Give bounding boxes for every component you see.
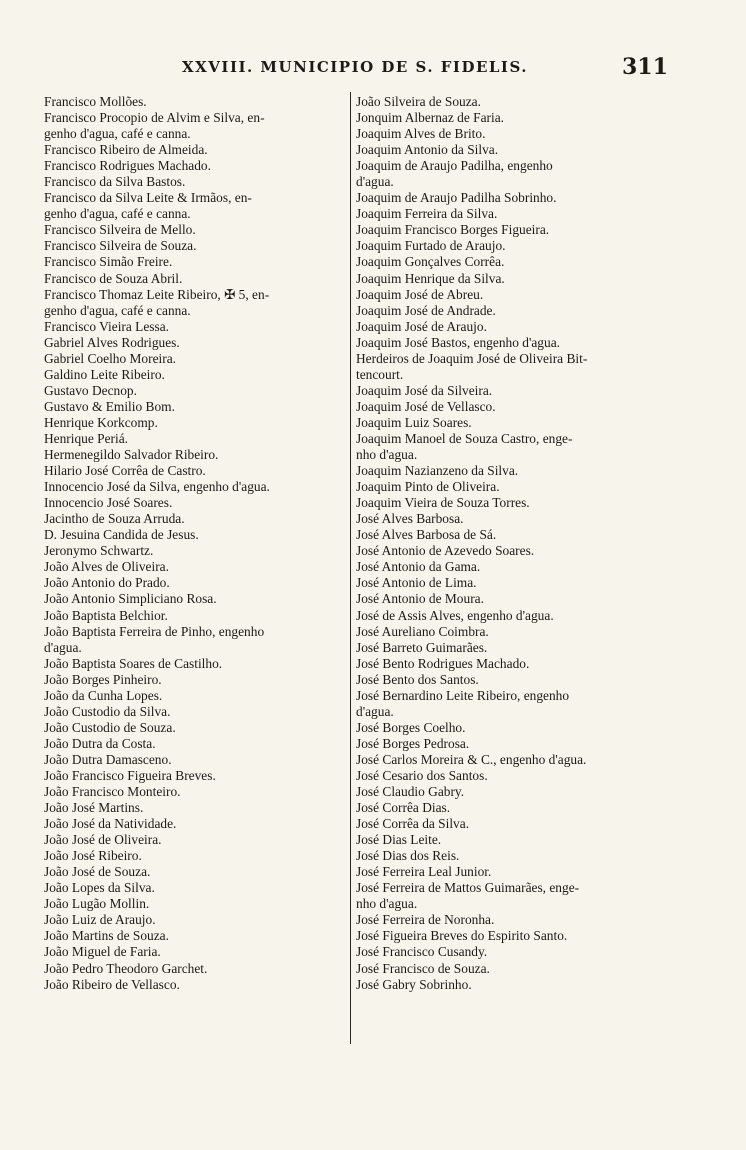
list-entry — [44, 271, 346, 287]
list-entry — [44, 880, 346, 896]
list-entry — [356, 415, 674, 431]
list-entry — [356, 254, 674, 270]
entry-text: Joaquim Vieira de Souza Torres. — [356, 495, 530, 511]
list-entry — [356, 848, 674, 864]
entry-text: Joaquim Furtado de Araujo. — [356, 238, 506, 254]
entry-text: José Borges Coelho. — [356, 719, 466, 735]
list-entry — [44, 977, 346, 993]
entry-text: Francisco Simão Freire. — [44, 254, 173, 270]
list-entry — [44, 367, 346, 383]
entry-text: José Antonio de Lima. — [356, 575, 477, 591]
entry-continuation: d'agua. — [356, 174, 394, 190]
entry-text: João Baptista Soares de Castilho. — [44, 655, 223, 671]
entry-text: Joaquim José Bastos, engenho d'agua. — [356, 334, 560, 350]
entry-text: João José da Natividade. — [44, 816, 177, 832]
entry-text: José Antonio da Gama. — [356, 559, 481, 575]
list-entry — [356, 158, 674, 190]
page-title: XXVIII. MUNICIPIO DE S. FIDELIS. — [182, 58, 528, 76]
entry-text: Joaquim de Araujo Padilha, engenho — [356, 158, 553, 174]
list-entry — [356, 736, 674, 752]
entry-text: Joaquim Nazianzeno da Silva. — [356, 463, 519, 479]
page-number: 311 — [622, 54, 668, 80]
list-entry — [44, 961, 346, 977]
entry-text: José Francisco de Souza. — [356, 960, 490, 976]
entry-text: José Ferreira de Mattos Guimarães, enge- — [356, 880, 580, 896]
entry-continuation: nho d'agua. — [356, 447, 418, 463]
list-entry — [44, 800, 346, 816]
entry-text: João José Martins. — [44, 800, 144, 816]
list-entry — [44, 190, 346, 222]
list-entry — [44, 864, 346, 880]
list-entry — [356, 961, 674, 977]
list-entry — [356, 126, 674, 142]
entry-text: José Francisco Cusandy. — [356, 944, 488, 960]
entry-text: João José de Oliveira. — [44, 832, 162, 848]
list-entry — [44, 624, 346, 656]
list-entry — [356, 399, 674, 415]
entry-text: João Martins de Souza. — [44, 928, 169, 944]
entry-text: Francisco Silveira de Mello. — [44, 222, 196, 238]
list-entry — [44, 591, 346, 607]
list-entry — [356, 816, 674, 832]
list-entry — [44, 158, 346, 174]
entry-text: Galdino Leite Ribeiro. — [44, 366, 165, 382]
list-entry — [44, 832, 346, 848]
entry-text: José Ferreira Leal Junior. — [356, 864, 492, 880]
entry-text: João José Ribeiro. — [44, 848, 142, 864]
entry-text: José Corrêa da Silva. — [356, 816, 470, 832]
entry-text: José Carlos Moreira & C., engenho d'agua. — [356, 751, 587, 767]
list-entry — [44, 383, 346, 399]
entry-text: João Silveira de Souza. — [356, 94, 481, 109]
list-entry — [356, 640, 674, 656]
entry-text: José Figueira Breves do Espirito Santo. — [356, 928, 568, 944]
list-entry — [356, 190, 674, 206]
entry-text: João Custodio da Silva. — [44, 703, 171, 719]
entry-text: Joaquim José de Abreu. — [356, 286, 484, 302]
list-entry — [44, 479, 346, 495]
entry-text: Joaquim José de Andrade. — [356, 302, 496, 318]
entry-text: Gabriel Coelho Moreira. — [44, 350, 177, 366]
entry-text: João Dutra da Costa. — [44, 735, 156, 751]
entry-text: José Antonio de Moura. — [356, 591, 484, 607]
entry-text: João Pedro Theodoro Garchet. — [44, 960, 208, 976]
entry-text: Innocencio José Soares. — [44, 495, 173, 511]
entry-text: José de Assis Alves, engenho d'agua. — [356, 607, 554, 623]
entry-text: João Ribeiro de Vellasco. — [44, 976, 180, 992]
entry-continuation: d'agua. — [44, 639, 82, 655]
list-entry — [44, 928, 346, 944]
list-entry — [44, 672, 346, 688]
entry-text: Jeronymo Schwartz. — [44, 543, 154, 559]
entry-text: José Corrêa Dias. — [356, 800, 451, 816]
list-entry — [356, 575, 674, 591]
left-column-list — [44, 94, 346, 993]
list-entry — [356, 880, 674, 912]
entry-continuation: genho d'agua, café e canna. — [44, 302, 191, 318]
list-entry — [356, 383, 674, 399]
entry-text: José Dias dos Reis. — [356, 848, 460, 864]
entry-text: Francisco Vieira Lessa. — [44, 318, 170, 334]
list-entry — [44, 543, 346, 559]
list-entry — [44, 559, 346, 575]
entry-text: Joaquim Manoel de Souza Castro, enge- — [356, 430, 573, 446]
list-entry — [356, 431, 674, 463]
list-entry — [356, 977, 674, 993]
list-entry — [44, 238, 346, 254]
list-entry — [356, 222, 674, 238]
entry-text: Joaquim Antonio da Silva. — [356, 142, 499, 158]
list-entry — [356, 351, 674, 383]
list-entry — [44, 736, 346, 752]
entry-text: Francisco da Silva Leite & Irmãos, en- — [44, 190, 252, 206]
entry-text: João Antonio Simpliciano Rosa. — [44, 591, 217, 607]
entry-text: José Alves Barbosa de Sá. — [356, 527, 497, 543]
list-entry — [44, 287, 346, 319]
list-entry — [44, 174, 346, 190]
entry-text: Gabriel Alves Rodrigues. — [44, 334, 180, 350]
list-entry — [44, 222, 346, 238]
list-entry — [356, 543, 674, 559]
entry-text: José Borges Pedrosa. — [356, 735, 470, 751]
entry-text: Joaquim Gonçalves Corrêa. — [356, 254, 505, 270]
list-entry — [356, 832, 674, 848]
list-entry — [356, 527, 674, 543]
list-entry — [44, 656, 346, 672]
entry-text: João Borges Pinheiro. — [44, 671, 162, 687]
entry-text: Joaquim José da Silveira. — [356, 382, 493, 398]
list-entry — [356, 624, 674, 640]
entry-text: Joaquim de Araujo Padilha Sobrinho. — [356, 190, 557, 206]
list-entry — [44, 319, 346, 335]
list-entry — [356, 511, 674, 527]
list-entry — [44, 752, 346, 768]
list-entry — [44, 110, 346, 142]
list-entry — [356, 94, 674, 110]
entry-text: José Antonio de Azevedo Soares. — [356, 543, 535, 559]
page-header — [0, 54, 746, 82]
entry-text: José Claudio Gabry. — [356, 784, 465, 800]
entry-text: João Alves de Oliveira. — [44, 559, 169, 575]
list-entry — [356, 784, 674, 800]
entry-text: João Francisco Monteiro. — [44, 784, 181, 800]
entry-text: Joaquim José de Araujo. — [356, 318, 487, 334]
list-entry — [44, 351, 346, 367]
list-entry — [44, 254, 346, 270]
list-entry — [44, 575, 346, 591]
list-entry — [356, 752, 674, 768]
list-entry — [44, 688, 346, 704]
entry-text: José Bernardino Leite Ribeiro, engenho — [356, 687, 570, 703]
entry-text: Henrique Periá. — [44, 430, 129, 446]
list-entry — [356, 864, 674, 880]
list-entry — [44, 768, 346, 784]
entry-text: Herdeiros de Joaquim José de Oliveira Bit- — [356, 350, 588, 366]
entry-text: Joaquim Luiz Soares. — [356, 414, 472, 430]
list-entry — [44, 431, 346, 447]
list-entry — [44, 784, 346, 800]
entry-text: José Gabry Sobrinho. — [356, 976, 472, 992]
entry-text: Francisco Rodrigues Machado. — [44, 158, 211, 174]
entry-text: João Custodio de Souza. — [44, 719, 176, 735]
entry-text: João Baptista Ferreira de Pinho, engenho — [44, 623, 265, 639]
list-entry — [44, 912, 346, 928]
entry-text: Francisco Ribeiro de Almeida. — [44, 142, 208, 158]
list-entry — [44, 463, 346, 479]
list-entry — [356, 206, 674, 222]
entry-text: João da Cunha Lopes. — [44, 687, 163, 703]
entry-text: Hermenegildo Salvador Ribeiro. — [44, 447, 219, 463]
entry-text: José Bento Rodrigues Machado. — [356, 655, 530, 671]
list-entry — [44, 816, 346, 832]
list-entry — [44, 896, 346, 912]
entry-text: Francisco da Silva Bastos. — [44, 174, 186, 190]
entry-continuation: d'agua. — [356, 703, 394, 719]
list-entry — [356, 479, 674, 495]
list-entry — [44, 704, 346, 720]
entry-text: Joaquim Henrique da Silva. — [356, 270, 505, 286]
entry-text: Hilario José Corrêa de Castro. — [44, 463, 206, 479]
entry-text: Joaquim José de Vellasco. — [356, 398, 496, 414]
entry-text: Francisco de Souza Abril. — [44, 270, 183, 286]
entry-text: Francisco Thomaz Leite Ribeiro, ✠ 5, en- — [44, 286, 270, 302]
entry-text: Gustavo Decnop. — [44, 382, 137, 398]
list-entry — [44, 527, 346, 543]
list-entry — [44, 399, 346, 415]
entry-text: José Cesario dos Santos. — [356, 767, 488, 783]
entry-text: Henrique Korkcomp. — [44, 414, 158, 430]
entry-text: José Bento dos Santos. — [356, 671, 479, 687]
entry-text: Joaquim Francisco Borges Figueira. — [356, 222, 550, 238]
entry-text: José Aureliano Coimbra. — [356, 623, 489, 639]
entry-text: João Miguel de Faria. — [44, 944, 161, 960]
list-entry — [356, 591, 674, 607]
list-entry — [44, 944, 346, 960]
entry-text: João Dutra Damasceno. — [44, 751, 172, 767]
entry-text: João José de Souza. — [44, 864, 151, 880]
list-entry — [44, 335, 346, 351]
entry-text: Francisco Procopio de Alvim e Silva, en- — [44, 110, 265, 126]
entry-text: José Ferreira de Noronha. — [356, 912, 495, 928]
entry-text: João Antonio do Prado. — [44, 575, 170, 591]
entry-continuation: nho d'agua. — [356, 896, 418, 912]
list-entry — [356, 495, 674, 511]
list-entry — [356, 287, 674, 303]
list-entry — [356, 912, 674, 928]
list-entry — [44, 495, 346, 511]
list-entry — [356, 463, 674, 479]
list-entry — [44, 94, 346, 110]
entry-text: Joaquim Ferreira da Silva. — [356, 206, 498, 222]
list-entry — [356, 238, 674, 254]
entry-text: Gustavo & Emilio Bom. — [44, 398, 175, 414]
list-entry — [44, 415, 346, 431]
list-entry — [44, 447, 346, 463]
list-entry — [356, 608, 674, 624]
list-entry — [356, 768, 674, 784]
list-entry — [356, 944, 674, 960]
entry-text: João Francisco Figueira Breves. — [44, 767, 216, 783]
list-entry — [44, 142, 346, 158]
entry-text: Joaquim Alves de Brito. — [356, 126, 486, 142]
list-entry — [356, 928, 674, 944]
entry-text: Joaquim Pinto de Oliveira. — [356, 479, 500, 495]
entry-text: João Lugão Mollin. — [44, 896, 150, 912]
entry-continuation: genho d'agua, café e canna. — [44, 126, 191, 142]
list-entry — [356, 110, 674, 126]
entry-text: Innocencio José da Silva, engenho d'agua. — [44, 479, 270, 495]
list-entry — [356, 142, 674, 158]
entry-text: Jacintho de Souza Arruda. — [44, 511, 185, 527]
list-entry — [356, 672, 674, 688]
entry-text: João Baptista Belchior. — [44, 607, 168, 623]
entry-text: Francisco Mollões. — [44, 94, 147, 109]
entry-continuation: genho d'agua, café e canna. — [44, 206, 191, 222]
entry-text: Jonquim Albernaz de Faria. — [356, 110, 505, 126]
entry-continuation: tencourt. — [356, 366, 404, 382]
list-entry — [44, 608, 346, 624]
list-entry — [44, 848, 346, 864]
list-entry — [356, 319, 674, 335]
list-entry — [356, 303, 674, 319]
list-entry — [356, 720, 674, 736]
list-entry — [356, 335, 674, 351]
list-entry — [44, 720, 346, 736]
list-entry — [44, 511, 346, 527]
entry-text: João Luiz de Araujo. — [44, 912, 156, 928]
list-entry — [356, 656, 674, 672]
entry-text: José Dias Leite. — [356, 832, 442, 848]
list-entry — [356, 559, 674, 575]
entry-text: José Barreto Guimarães. — [356, 639, 488, 655]
entry-text: Francisco Silveira de Souza. — [44, 238, 197, 254]
list-entry — [356, 271, 674, 287]
entry-text: José Alves Barbosa. — [356, 511, 464, 527]
entry-text: João Lopes da Silva. — [44, 880, 155, 896]
column-divider — [350, 92, 351, 1044]
list-entry — [356, 688, 674, 720]
right-column-list — [356, 94, 674, 993]
list-entry — [356, 800, 674, 816]
entry-text: D. Jesuina Candida de Jesus. — [44, 527, 199, 543]
